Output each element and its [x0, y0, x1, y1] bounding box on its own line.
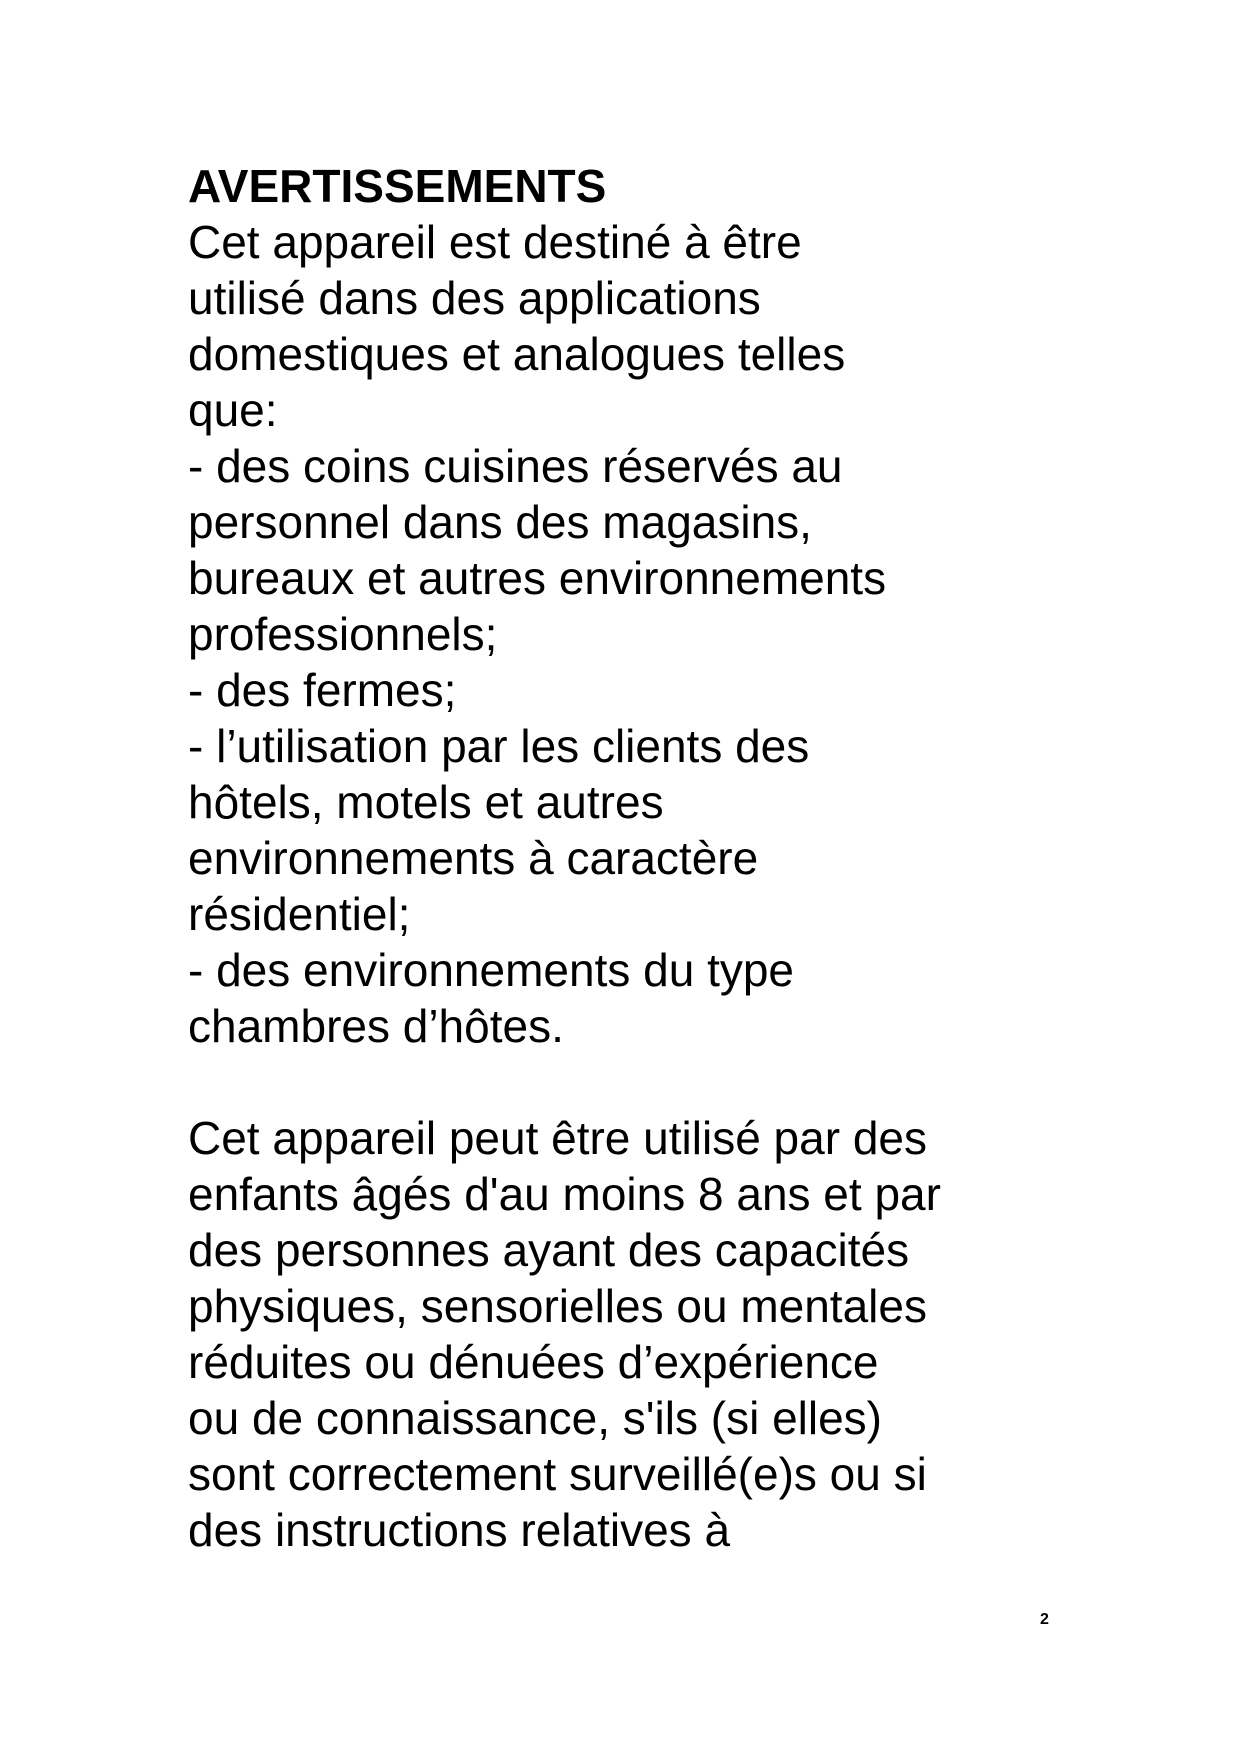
- text-line: physiques, sensorielles ou mentales: [188, 1280, 927, 1332]
- text-line: Cet appareil peut être utilisé par des: [188, 1112, 927, 1164]
- list-item: - des environnements du type: [188, 944, 795, 996]
- text-line: des instructions relatives à: [188, 1504, 731, 1556]
- text-line: domestiques et analogues telles: [188, 328, 846, 380]
- page-number: 2: [1040, 1611, 1049, 1628]
- text-line: Cet appareil est destiné à être: [188, 216, 802, 268]
- text-line: ou de connaissance, s'ils (si elles): [188, 1392, 882, 1444]
- text-line: professionnels;: [188, 608, 498, 660]
- text-line: que:: [188, 384, 278, 436]
- text-line: sont correctement surveillé(e)s ou si: [188, 1448, 927, 1500]
- list-item: - l’utilisation par les clients des: [188, 720, 810, 772]
- text-line: utilisé dans des applications: [188, 272, 761, 324]
- list-item: - des fermes;: [188, 664, 457, 716]
- paragraph-intended-use: [188, 214, 1088, 1054]
- document-content: [188, 158, 1088, 1558]
- paragraph-children-supervision: [188, 1110, 1088, 1558]
- text-line: réduites ou dénuées d’expérience: [188, 1336, 879, 1388]
- text-line: résidentiel;: [188, 888, 411, 940]
- text-line: bureaux et autres environnements: [188, 552, 887, 604]
- list-item: - des coins cuisines réservés au: [188, 440, 843, 492]
- text-line: personnel dans des magasins,: [188, 496, 812, 548]
- section-heading: AVERTISSEMENTS: [188, 160, 607, 212]
- text-line: enfants âgés d'au moins 8 ans et par: [188, 1168, 941, 1220]
- text-line: environnements à caractère: [188, 832, 759, 884]
- text-line: des personnes ayant des capacités: [188, 1224, 910, 1276]
- text-line: chambres d’hôtes.: [188, 1000, 564, 1052]
- text-line: hôtels, motels et autres: [188, 776, 664, 828]
